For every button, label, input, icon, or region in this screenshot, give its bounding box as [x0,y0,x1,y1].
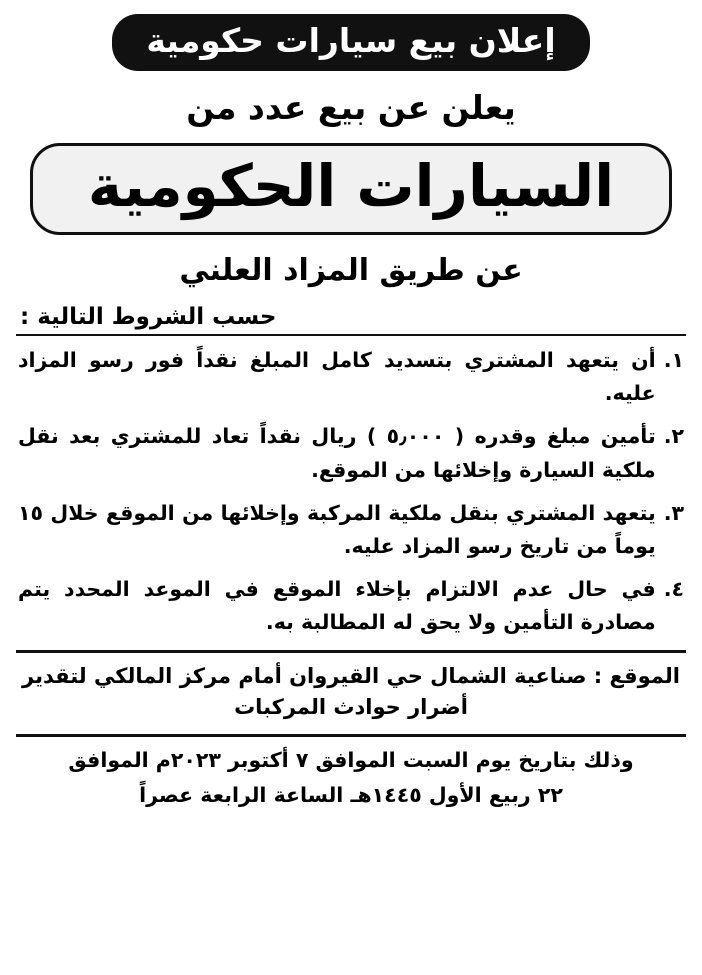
location-text: الموقع : صناعية الشمال حي القيروان أمام مركز المالكي لتقدير أضرار حوادث المركبات [22,663,680,720]
list-item [18,497,684,563]
list-item-number: ١. [663,347,684,372]
divider-above-location [16,650,686,653]
ad-banner-title: إعلان بيع سيارات حكومية [112,14,589,71]
divider-top [16,334,686,336]
date-line-2: ٢٢ ربيع الأول ١٤٤٥هـ الساعة الرابعة عصراً [139,783,563,808]
conditions-list [14,344,688,640]
list-item-text: في حال عدم الالتزام بإخلاء الموقع في الموعد المحدد يتم مصادرة التأمين ولا يحق له المطالبة به. [18,577,656,635]
list-item-text: أن يتعهد المشتري بتسديد كامل المبلغ نقداً فور رسو المزاد عليه. [18,347,656,406]
banner-container [14,0,688,71]
list-item [18,573,684,639]
main-title-box [30,143,672,235]
sub-headline: يعلن عن بيع عدد من [186,88,516,128]
list-item-number: ٢. [663,424,684,449]
list-item-text: تأمين مبلغ وقدره ( ٥٫٠٠٠ ) ريال نقداً تعاد للمشتري بعد نقل ملكية السيارة وإخلائها من الموقع. [18,424,656,482]
list-item [18,344,684,410]
tagline: عن طريق المزاد العلني [179,252,523,288]
list-item-number: ٣. [663,500,684,525]
list-item-text: يتعهد المشتري بنقل ملكية المركبة وإخلائها من الموقع خلال ١٥ يوماً من تاريخ رسو المزاد عليه. [18,500,656,558]
main-title-text: السيارات الحكومية [87,151,615,220]
conditions-heading: حسب الشروط التالية : [20,303,277,330]
list-item-number: ٤. [663,577,684,602]
divider-above-date [16,734,686,737]
date-line-1: وذلك بتاريخ يوم السبت الموافق ٧ أكتوبر ٢٠٢٣م الموافق [68,747,634,772]
list-item [18,420,684,486]
